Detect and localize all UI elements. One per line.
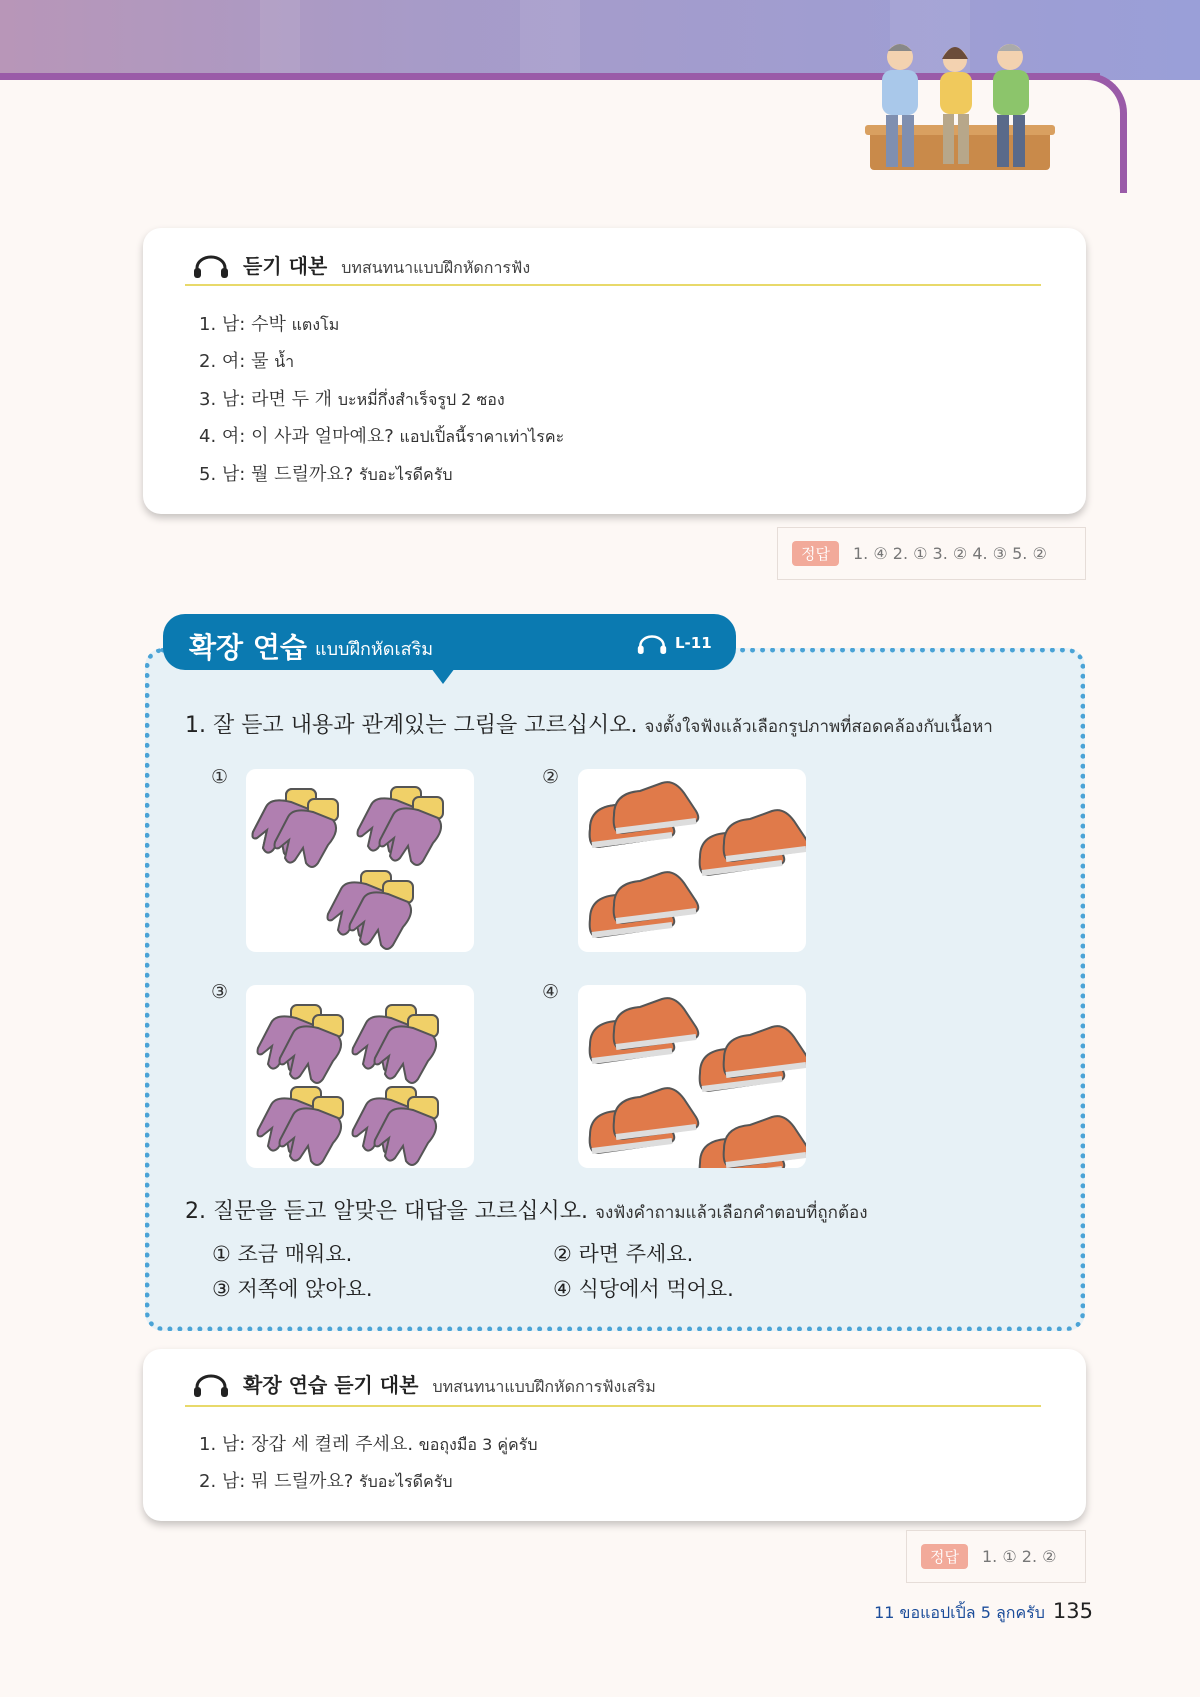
gloves-icon bbox=[246, 769, 474, 952]
script-title: 확장 연습 듣기 대본 bbox=[243, 1373, 419, 1397]
option-number: ② bbox=[542, 766, 560, 788]
shoes-icon bbox=[578, 985, 806, 1168]
answer-choice-1[interactable]: ① 조금 매워요. bbox=[212, 1242, 353, 1266]
gloves-icon bbox=[246, 985, 474, 1168]
option-picture-3[interactable] bbox=[246, 985, 474, 1168]
extension-practice-tab bbox=[163, 614, 736, 670]
script-line-3: 3. 남: 라면 두 개 บะหมี่กึ่งสำเร็จรูป 2 ซอง bbox=[199, 389, 505, 410]
answer-choice-4[interactable]: ④ 식당에서 먹어요. bbox=[553, 1277, 734, 1301]
script-title: 듣기 대본 bbox=[243, 254, 328, 278]
option-number: ① bbox=[211, 766, 229, 788]
band-strip bbox=[260, 0, 300, 80]
answer-box bbox=[777, 527, 1086, 580]
script-title-thai: บทสนทนาแบบฝึกหัดการฟังเสริม bbox=[432, 1377, 656, 1396]
shoes-icon bbox=[578, 769, 806, 952]
tab-pointer bbox=[431, 668, 455, 684]
script-line-2: 2. 남: 뭐 드릴까요? รับอะไรดีครับ bbox=[199, 1471, 453, 1492]
answer-box bbox=[906, 1530, 1086, 1583]
answer-text: 1. ① 2. ② bbox=[981, 1547, 1057, 1566]
script-title-thai: บทสนทนาแบบฝึกหัดการฟัง bbox=[341, 258, 531, 277]
option-picture-1[interactable] bbox=[246, 769, 474, 952]
option-picture-4[interactable] bbox=[578, 985, 806, 1168]
title-rule bbox=[185, 1405, 1041, 1407]
option-number: ③ bbox=[211, 981, 229, 1003]
question-2: 2. 질문을 듣고 알맞은 대답을 고르십시오. จงฟังคำถามแล้วเลือกคำตอบที่ถูกต้อง bbox=[185, 1199, 868, 1224]
extension-script-card bbox=[143, 1349, 1086, 1521]
people-on-bench-illustration bbox=[860, 35, 1060, 195]
script-line-4: 4. 여: 이 사과 얼마예요? แอปเปิ้ลนี้ราคาเท่าไรคะ bbox=[199, 426, 565, 447]
band-strip bbox=[520, 0, 580, 80]
chapter-title: 11 ขอแอปเปิ้ล 5 ลูกครับ bbox=[874, 1603, 1045, 1622]
answer-choice-3[interactable]: ③ 저쪽에 앉아요. bbox=[212, 1277, 373, 1301]
answer-choice-2[interactable]: ② 라면 주세요. bbox=[553, 1242, 694, 1266]
script-line-2: 2. 여: 물 น้ำ bbox=[199, 351, 295, 372]
extension-title-thai: แบบฝึกหัดเสริม bbox=[315, 639, 434, 660]
answer-text: 1. ④ 2. ① 3. ② 4. ③ 5. ② bbox=[852, 544, 1047, 563]
title-rule bbox=[185, 284, 1041, 286]
script-line-5: 5. 남: 뭘 드릴까요? รับอะไรดีครับ bbox=[199, 464, 453, 485]
page-footer bbox=[874, 1599, 1093, 1626]
option-picture-2[interactable] bbox=[578, 769, 806, 952]
listening-script-card bbox=[143, 228, 1086, 514]
headphones-icon bbox=[637, 634, 667, 654]
question-1: 1. 잘 듣고 내용과 관계있는 그림을 고르십시오. จงตั้งใจฟังแล้วเลือกรูปภาพที่สอดคล้องกับเนื้อหา bbox=[185, 713, 993, 738]
page-number: 135 bbox=[1052, 1599, 1093, 1623]
headphones-icon bbox=[193, 254, 229, 278]
option-number: ④ bbox=[542, 981, 560, 1003]
header-curve bbox=[1072, 73, 1127, 193]
extension-title: 확장 연습 bbox=[189, 631, 307, 664]
answer-tag: 정답 bbox=[921, 1544, 968, 1569]
headphones-icon bbox=[193, 1373, 229, 1397]
script-line-1: 1. 남: 수박 แตงโม bbox=[199, 314, 340, 335]
answer-tag: 정답 bbox=[792, 541, 839, 566]
script-line-1: 1. 남: 장갑 세 켤레 주세요. ขอถุงมือ 3 คู่ครับ bbox=[199, 1434, 538, 1455]
audio-track-code: L-11 bbox=[675, 634, 712, 652]
